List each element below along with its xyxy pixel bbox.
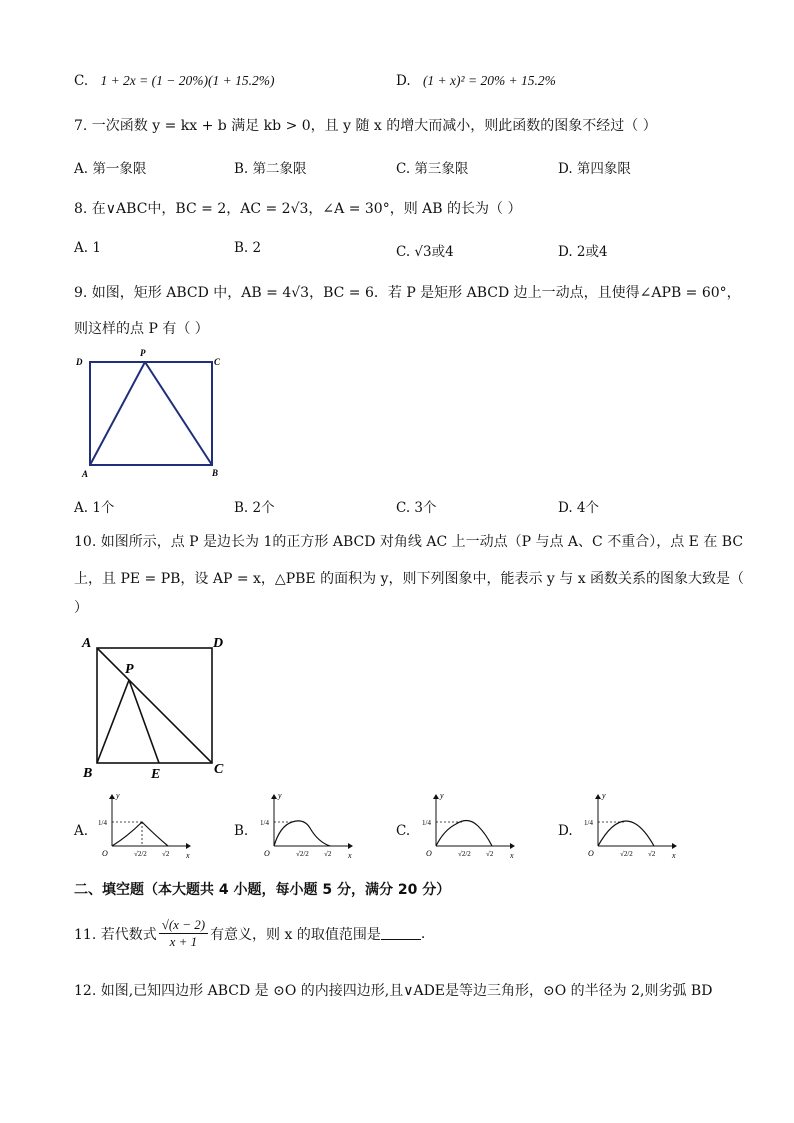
q9-label-a: A [82,469,89,479]
graph-b-curve [274,821,330,846]
graph-d-curve [598,821,654,846]
q10-segment-bp [97,680,129,763]
graph-c-y-label: y [440,792,444,800]
q9-option-c: C. 3个 [396,500,437,516]
q8-option-d: D. 2或4 [558,244,608,260]
q9-option-b: B. 2个 [234,500,275,516]
q11-denominator: x + 1 [169,934,198,949]
q9-option-a: A. 1个 [74,500,115,516]
q10-graph-a [96,792,192,866]
q10-stem-line2: 上，且 PE = PB，设 AP = x，△PBE 的面积为 y，则下列图象中，能表示 y 与 x 函数关系的图象大致是（ [74,571,745,587]
q6-option-d-expr: (1 + x)² = 20% + 15.2% [422,73,556,88]
graph-b-y-label: y [278,792,282,800]
q8-option-a: A. 1 [74,240,101,256]
q11-numerator: √(x − 2) [159,917,208,934]
graph-b-quarter: 1/4 [260,819,269,827]
graph-a-y-arrow-icon [109,794,115,799]
q9-label-p: P [140,348,146,358]
graph-d-x-arrow-icon [672,843,677,849]
q8-option-c: C. √3或4 [396,244,454,260]
q8-stem: 8. 在∨ABC中，BC = 2，AC = 2√3，∠A = 30°，则 AB 的长为（ ） [74,201,522,217]
graph-a-y-label: y [116,792,120,800]
section-title: 二、填空题（本大题共 4 小题，每小题 5 分，满分 20 分） [74,882,451,898]
q10-stem-line1: 10. 如图所示，点 P 是边长为 1的正方形 ABCD 对角线 AC 上一动点（P 与点 A、C 不重合），点 E 在 BC [74,534,744,550]
q10-option-b-label: B. [234,823,249,839]
graph-d-x-label: x [672,851,676,860]
graph-a-x-arrow-icon [186,843,191,849]
graph-a-origin: O [102,849,108,858]
q10-label-d: D [213,636,224,651]
graph-d-y-label: y [602,792,606,800]
q9-stem-line2: 则这样的点 P 有（ ） [74,321,209,337]
graph-d-half-root2: √2/2 [620,850,633,858]
q11-end: . [420,925,426,942]
q10-graph-b [258,792,354,866]
graph-d-y-arrow-icon [595,794,601,799]
q9-figure [72,346,232,480]
graph-d-quarter: 1/4 [584,819,593,827]
graph-c-origin: O [426,849,432,858]
q9-label-c: C [214,357,221,367]
q7-stem: 7. 一次函数 y = kx + b 满足 kb > 0，且 y 随 x 的增大而减小，则此函数的图象不经过（ ） [74,118,657,134]
q11-prefix: 11. 若代数式 [74,926,157,943]
q9-rectangle [90,362,212,465]
graph-c-half-root2: √2/2 [458,850,471,858]
q11-suffix: 有意义，则 x 的取值范围是 [210,926,381,943]
q6-option-d-label: D. [396,73,411,89]
q7-option-c: C. 第三象限 [396,161,469,177]
graph-a-x-label: x [186,851,190,860]
q10-graph-c [420,792,516,866]
q9-stem-line1: 9. 如图，矩形 ABCD 中，AB = 4√3，BC = 6．若 P 是矩形 ABCD 边上一动点，且使得∠APB = 60°， [74,285,741,301]
graph-c-root2: √2 [486,850,494,858]
graph-d-root2: √2 [648,850,656,858]
q7-option-b: B. 第二象限 [234,161,307,177]
q9-label-d: D [76,357,83,367]
q8-option-b: B. 2 [234,240,262,256]
graph-c-y-arrow-icon [433,794,439,799]
q11-fraction [159,917,208,950]
q10-label-c: C [214,762,224,777]
graph-c-x-arrow-icon [510,843,515,849]
graph-b-y-arrow-icon [271,794,277,799]
graph-a-half-root2: √2/2 [134,850,147,858]
q12-stem: 12. 如图,已知四边形 ABCD 是 ⊙O 的内接四边形,且∨ADE是等边三角形，⊙O 的半径为 2,则劣弧 BD [74,983,713,999]
q9-segment-bp [145,362,212,465]
q10-stem-line3: ） [74,600,88,616]
q6-option-c-expr: 1 + 2x = (1 − 20%)(1 + 15.2%) [100,73,275,88]
q7-option-d: D. 第四象限 [558,161,631,177]
graph-d-origin: O [588,849,594,858]
q9-option-d: D. 4个 [558,500,600,516]
graph-c-curve [436,820,492,846]
graph-a-quarter: 1/4 [98,819,107,827]
q9-label-b: B [212,468,219,478]
graph-c-quarter: 1/4 [422,819,431,827]
q6-option-c-label: C. [74,73,89,89]
graph-b-x-label: x [348,851,352,860]
graph-a-root2: √2 [162,850,170,858]
q10-graph-d [582,792,678,866]
graph-b-root2: √2 [324,850,332,858]
q6-option-d [396,73,556,89]
q10-label-a: A [82,636,92,651]
graph-b-x-arrow-icon [348,843,353,849]
graph-c-x-label: x [510,851,514,860]
graph-b-origin: O [264,849,270,858]
q9-segment-ap [90,362,145,465]
q10-option-a-label: A. [74,823,89,839]
q6-option-c [74,73,274,89]
q10-label-b: B [83,766,93,781]
q11-stem [74,917,425,950]
graph-b-half-root2: √2/2 [296,850,309,858]
q10-diagonal-ac [97,648,212,763]
q10-label-p: P [125,662,134,677]
q11-answer-blank[interactable] [381,927,421,940]
q10-label-e: E [151,767,161,782]
q10-segment-pe [129,680,159,763]
q10-figure [78,632,238,782]
q7-option-a: A. 第一象限 [74,161,147,177]
q10-option-c-label: C. [396,823,411,839]
q10-option-d-label: D. [558,823,573,839]
graph-a-curve [112,822,168,846]
